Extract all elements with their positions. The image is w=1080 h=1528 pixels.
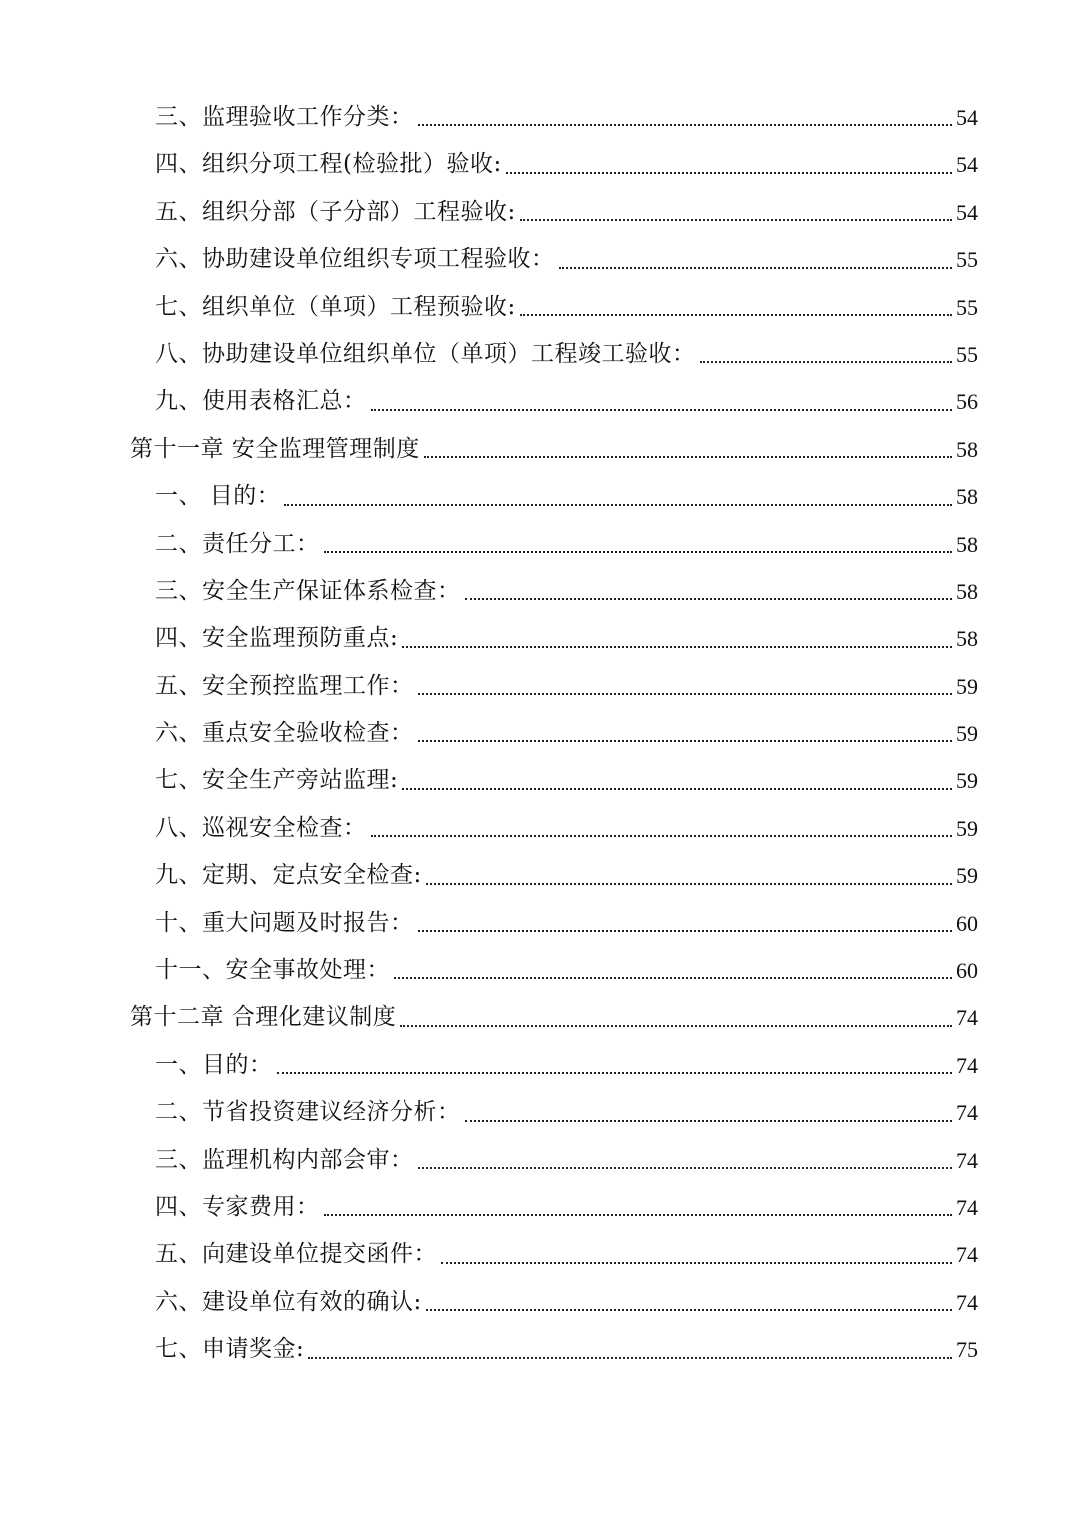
toc-dot-leader bbox=[324, 551, 953, 553]
toc-dot-leader bbox=[418, 740, 953, 742]
toc-section-entry[interactable] bbox=[130, 1137, 978, 1184]
toc-entry-title: 十一、安全事故处理： bbox=[155, 957, 390, 984]
toc-page-number: 74 bbox=[956, 1242, 978, 1268]
toc-dot-leader bbox=[426, 883, 952, 885]
toc-section-entry[interactable] bbox=[130, 378, 978, 425]
toc-dot-leader bbox=[520, 219, 952, 221]
toc-dot-leader bbox=[418, 693, 953, 695]
toc-section-entry[interactable] bbox=[130, 236, 978, 283]
toc-entry-title: 一、目的： bbox=[155, 1051, 273, 1078]
toc-section-entry[interactable] bbox=[130, 1279, 978, 1326]
toc-page-number: 54 bbox=[956, 152, 978, 178]
toc-section-entry[interactable] bbox=[130, 1326, 978, 1373]
toc-page-number: 58 bbox=[956, 531, 978, 557]
toc-entry-title: 五、组织分部（子分部）工程验收: bbox=[155, 198, 516, 225]
toc-page-number: 59 bbox=[956, 815, 978, 841]
toc-page-number: 60 bbox=[956, 910, 978, 936]
toc-page-number: 59 bbox=[956, 863, 978, 889]
toc-dot-leader bbox=[371, 409, 953, 411]
toc-entry-title: 四、安全监理预防重点: bbox=[155, 625, 399, 652]
toc-section-entry[interactable] bbox=[130, 568, 978, 615]
toc-entry-title: 六、重点安全验收检查： bbox=[155, 720, 414, 747]
toc-section-entry[interactable] bbox=[130, 663, 978, 710]
toc-dot-leader bbox=[277, 1072, 953, 1074]
toc-entry-title: 三、监理机构内部会审： bbox=[155, 1146, 414, 1173]
toc-entry-title: 六、建设单位有效的确认: bbox=[155, 1288, 422, 1315]
toc-entry-title: 八、协助建设单位组织单位（单项）工程竣工验收： bbox=[155, 340, 696, 367]
toc-page-number: 55 bbox=[956, 294, 978, 320]
toc-section-entry[interactable] bbox=[130, 189, 978, 236]
toc-dot-leader bbox=[324, 1214, 953, 1216]
toc-entry-title: 二、节省投资建议经济分析： bbox=[155, 1099, 461, 1126]
toc-dot-leader bbox=[441, 1262, 952, 1264]
toc-page-number: 74 bbox=[956, 1194, 978, 1220]
toc-dot-leader bbox=[700, 361, 953, 363]
toc-entry-title: 四、专家费用： bbox=[155, 1193, 320, 1220]
toc-section-entry[interactable] bbox=[130, 947, 978, 994]
toc-dot-leader bbox=[426, 1309, 952, 1311]
toc-page-number: 55 bbox=[956, 341, 978, 367]
toc-page-number: 56 bbox=[956, 389, 978, 415]
toc-page-number: 59 bbox=[956, 768, 978, 794]
toc-dot-leader bbox=[284, 504, 952, 506]
toc-page-number: 58 bbox=[956, 626, 978, 652]
toc-section-entry[interactable] bbox=[130, 473, 978, 520]
toc-page-number: 54 bbox=[956, 199, 978, 225]
toc-section-entry[interactable] bbox=[130, 805, 978, 852]
toc-page-number: 74 bbox=[956, 1005, 978, 1031]
toc-page-number: 59 bbox=[956, 721, 978, 747]
toc-entry-title: 十、重大问题及时报告： bbox=[155, 909, 414, 936]
toc-page-number: 74 bbox=[956, 1052, 978, 1078]
toc-entry-title: 三、安全生产保证体系检查： bbox=[155, 577, 461, 604]
toc-entry-title: 二、责任分工： bbox=[155, 530, 320, 557]
toc-dot-leader bbox=[402, 646, 952, 648]
toc-dot-leader bbox=[308, 1357, 952, 1359]
toc-section-entry[interactable] bbox=[130, 710, 978, 757]
toc-entry-title: 七、申请奖金: bbox=[155, 1336, 305, 1363]
toc-dot-leader bbox=[402, 788, 952, 790]
toc-section-entry[interactable] bbox=[130, 94, 978, 141]
toc-entry-title: 七、组织单位（单项）工程预验收: bbox=[155, 293, 516, 320]
toc-entry-title: 五、向建设单位提交函件： bbox=[155, 1241, 437, 1268]
toc-entry-title: 第十二章 合理化建议制度 bbox=[130, 1004, 397, 1031]
toc-section-entry[interactable] bbox=[130, 1184, 978, 1231]
toc-dot-leader bbox=[506, 172, 952, 174]
toc-entry-title: 七、安全生产旁站监理: bbox=[155, 767, 399, 794]
toc-section-entry[interactable] bbox=[130, 331, 978, 378]
toc-section-entry[interactable] bbox=[130, 1231, 978, 1278]
toc-entry-title: 九、使用表格汇总： bbox=[155, 388, 367, 415]
toc-page-number: 74 bbox=[956, 1100, 978, 1126]
toc-dot-leader bbox=[418, 930, 953, 932]
toc-entry-title: 九、定期、定点安全检查: bbox=[155, 862, 422, 889]
toc-entry-title: 五、安全预控监理工作： bbox=[155, 672, 414, 699]
toc-section-entry[interactable] bbox=[130, 284, 978, 331]
toc-page-number: 60 bbox=[956, 958, 978, 984]
toc-entry-title: 一、 目的： bbox=[155, 483, 281, 510]
toc-page-number: 74 bbox=[956, 1147, 978, 1173]
toc-section-entry[interactable] bbox=[130, 141, 978, 188]
toc-dot-leader bbox=[400, 1025, 952, 1027]
toc-section-entry[interactable] bbox=[130, 852, 978, 899]
toc-page-number: 74 bbox=[956, 1289, 978, 1315]
toc-section-entry[interactable] bbox=[130, 757, 978, 804]
toc-entry-title: 八、巡视安全检查： bbox=[155, 814, 367, 841]
toc-section-entry[interactable] bbox=[130, 1089, 978, 1136]
toc-dot-leader bbox=[424, 456, 952, 458]
toc-page-number: 59 bbox=[956, 673, 978, 699]
toc-page-number: 55 bbox=[956, 247, 978, 273]
table-of-contents bbox=[130, 94, 978, 1374]
toc-page-number: 58 bbox=[956, 578, 978, 604]
toc-chapter-entry[interactable] bbox=[130, 426, 978, 473]
toc-page-number: 58 bbox=[956, 484, 978, 510]
toc-entry-title: 三、监理验收工作分类： bbox=[155, 103, 414, 130]
toc-dot-leader bbox=[465, 598, 953, 600]
toc-dot-leader bbox=[465, 1120, 953, 1122]
toc-dot-leader bbox=[394, 977, 952, 979]
toc-section-entry[interactable] bbox=[130, 900, 978, 947]
toc-section-entry[interactable] bbox=[130, 521, 978, 568]
toc-chapter-entry[interactable] bbox=[130, 994, 978, 1041]
toc-entry-title: 六、协助建设单位组织专项工程验收： bbox=[155, 246, 555, 273]
toc-dot-leader bbox=[418, 124, 953, 126]
toc-dot-leader bbox=[418, 1167, 953, 1169]
toc-entry-title: 第十一章 安全监理管理制度 bbox=[130, 435, 420, 462]
toc-section-entry[interactable] bbox=[130, 1042, 978, 1089]
toc-page-number: 58 bbox=[956, 436, 978, 462]
toc-section-entry[interactable] bbox=[130, 615, 978, 662]
toc-entry-title: 四、组织分项工程(检验批）验收: bbox=[155, 151, 502, 178]
toc-dot-leader bbox=[520, 314, 952, 316]
toc-dot-leader bbox=[371, 835, 953, 837]
toc-page-number: 75 bbox=[956, 1337, 978, 1363]
toc-page-number: 54 bbox=[956, 104, 978, 130]
toc-dot-leader bbox=[559, 267, 953, 269]
